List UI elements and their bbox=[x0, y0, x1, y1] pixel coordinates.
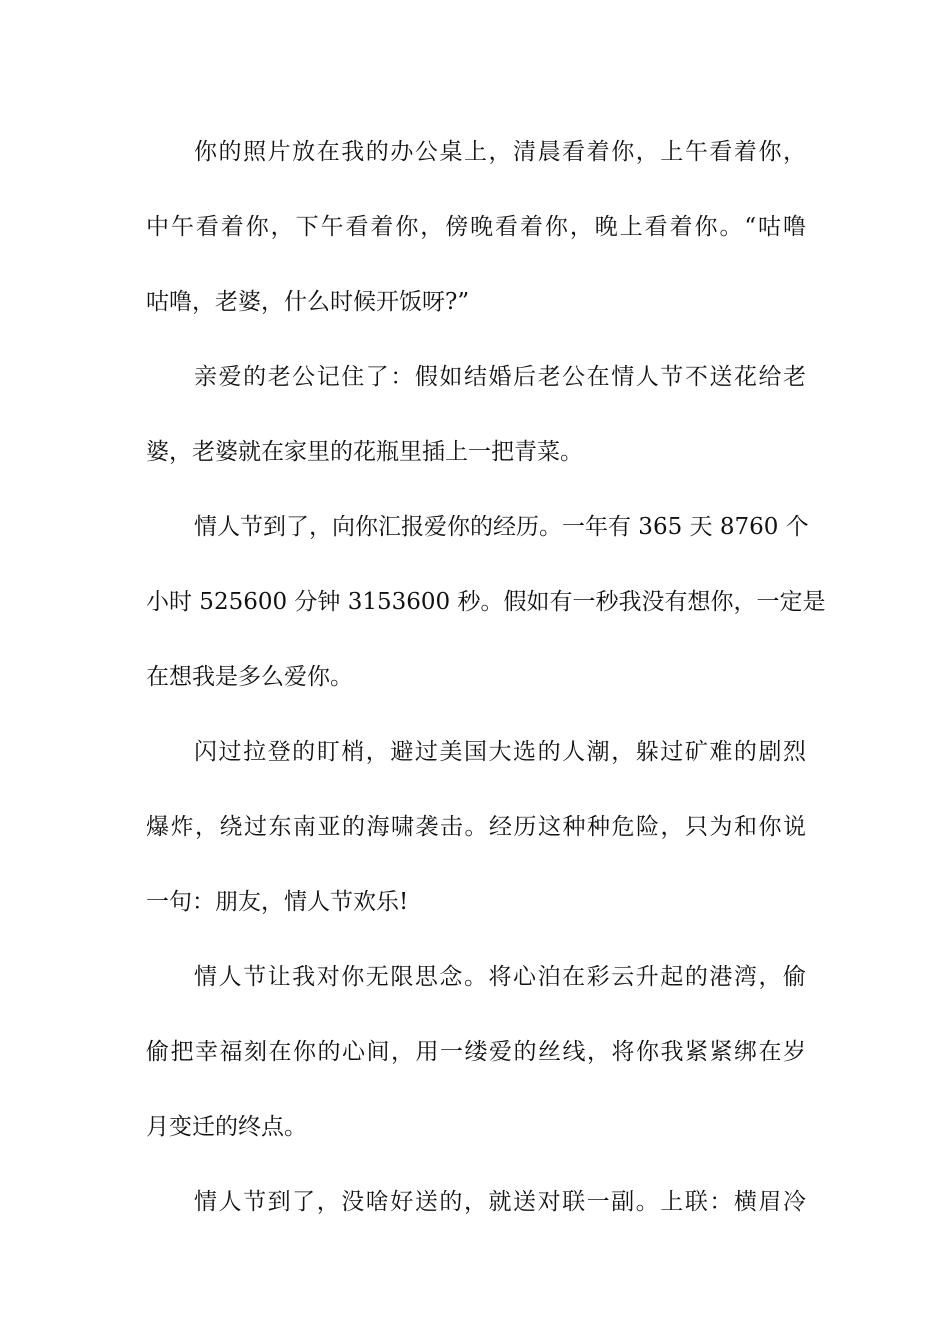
text-line: 小时 525600 分钟 3153600 秒。假如有一秒我没有想你，一定是 bbox=[146, 589, 826, 615]
text-line: 情人节到了，向你汇报爱你的经历。一年有 365 天 8760 个 bbox=[194, 514, 809, 540]
text-line: 爆炸，绕过东南亚的海啸袭击。经历这种种危险，只为和你说 bbox=[146, 814, 806, 840]
text-line: 情人节让我对你无限思念。将心泊在彩云升起的港湾，偷 bbox=[194, 964, 806, 990]
paragraph bbox=[146, 349, 806, 499]
paragraph bbox=[146, 1174, 806, 1249]
text-line: 偷把幸福刻在你的心间，用一缕爱的丝线，将你我紧紧绑在岁 bbox=[146, 1039, 806, 1065]
text-line: 情人节到了，没啥好送的，就送对联一副。上联：横眉冷 bbox=[194, 1189, 806, 1215]
text-line: 在想我是多么爱你。 bbox=[146, 664, 353, 690]
paragraph bbox=[146, 724, 806, 949]
text-line: 月变迁的终点。 bbox=[146, 1114, 307, 1140]
text-line: 你的照片放在我的办公桌上，清晨看着你，上午看着你， bbox=[194, 139, 806, 165]
text-line: 闪过拉登的盯梢，避过美国大选的人潮，躲过矿难的剧烈 bbox=[194, 739, 806, 765]
paragraph bbox=[146, 949, 806, 1174]
paragraph bbox=[146, 124, 806, 349]
text-line: 婆，老婆就在家里的花瓶里插上一把青菜。 bbox=[146, 439, 583, 465]
text-line: 中午看着你，下午看着你，傍晚看着你，晚上看着你。“咕噜 bbox=[146, 214, 806, 240]
text-line: 一句：朋友，情人节欢乐! bbox=[146, 889, 409, 915]
text-line: 咕噜，老婆，什么时候开饭呀?” bbox=[146, 289, 470, 315]
document-body bbox=[146, 124, 826, 1249]
text-line: 亲爱的老公记住了：假如结婚后老公在情人节不送花给老 bbox=[194, 364, 806, 390]
paragraph bbox=[146, 499, 826, 724]
